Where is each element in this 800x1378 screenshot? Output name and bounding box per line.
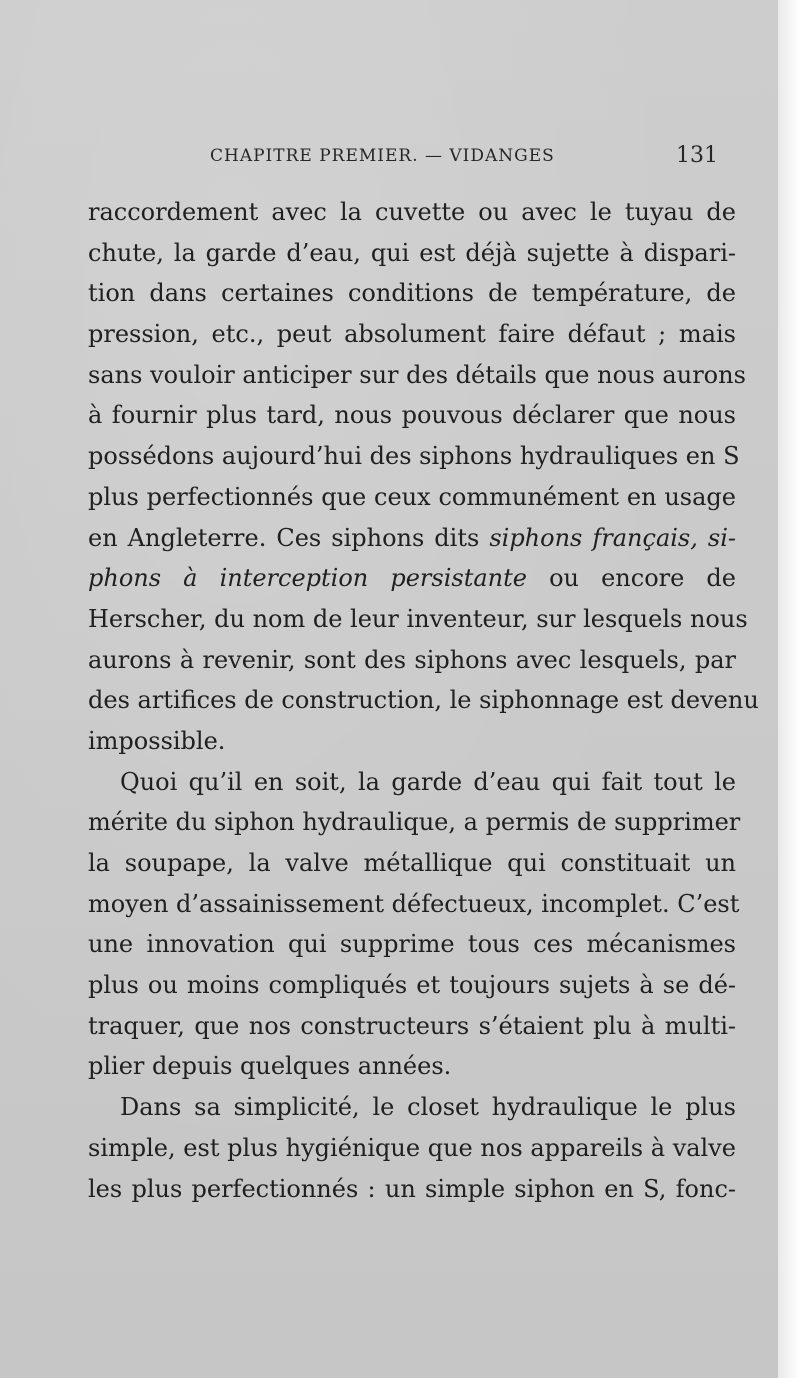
text-line xyxy=(88,843,736,884)
text-segment: plier depuis quelques années. xyxy=(88,1052,452,1081)
text-line xyxy=(88,1169,736,1210)
text-line xyxy=(88,884,740,925)
text-segment: une innovation qui supprime tous ces mécanismes xyxy=(88,930,736,959)
chapter-title: CHAPITRE PREMIER. — VIDANGES xyxy=(210,146,555,166)
text-line xyxy=(88,518,736,559)
text-line xyxy=(88,192,736,233)
text-line xyxy=(88,477,736,518)
text-segment: possédons aujourd’hui des siphons hydrauliques en S xyxy=(88,442,740,471)
text-segment: les plus perfectionnés : un simple siphon en S, fonc- xyxy=(88,1174,736,1203)
text-segment: la soupape, la valve métallique qui constituait un xyxy=(88,849,736,877)
text-line xyxy=(88,355,746,396)
page-margin xyxy=(778,0,800,1378)
text-segment: plus perfectionnés que ceux communément en usage xyxy=(88,482,736,511)
text-line xyxy=(88,965,736,1006)
italic-text: phons à interception persistante xyxy=(88,564,527,593)
text-line xyxy=(88,1046,736,1087)
text-segment: tion dans certaines conditions de température, de xyxy=(88,279,736,308)
text-line xyxy=(88,1006,736,1047)
text-segment: pression, etc., peut absolument faire défaut ; mais xyxy=(88,320,736,349)
text-line xyxy=(88,680,759,721)
text-segment: des artifices de construction, le siphonnage est devenu xyxy=(88,686,759,715)
text-segment: impossible. xyxy=(88,726,226,755)
italic-text: siphons français, si- xyxy=(489,523,736,552)
text-segment: Quoi qu’il en soit, la garde d’eau qui fait tout le xyxy=(120,767,736,796)
text-segment: mérite du siphon hydraulique, a permis de supprimer xyxy=(88,808,741,837)
text-line xyxy=(88,924,736,965)
text-line xyxy=(88,599,748,640)
text-segment: Dans sa simplicité, le closet hydraulique le plus xyxy=(120,1093,736,1122)
text-line xyxy=(88,558,736,599)
text-line xyxy=(88,273,736,314)
text-line xyxy=(88,314,736,355)
text-segment: raccordement avec la cuvette ou avec le tuyau de xyxy=(88,198,736,226)
text-segment: à fournir plus tard, nous pouvous déclarer que nous xyxy=(88,401,736,430)
text-segment: Herscher, du nom de leur inventeur, sur lesquels nous xyxy=(88,604,748,633)
text-segment: ou encore de xyxy=(526,564,736,593)
text-line xyxy=(88,721,736,762)
text-segment: moyen d’assainissement défectueux, incomplet. C’est xyxy=(88,889,740,918)
text-line xyxy=(88,1128,736,1169)
body-text xyxy=(88,192,759,1209)
text-line xyxy=(88,802,741,843)
running-head xyxy=(88,143,718,174)
text-segment: simple, est plus hygiénique que nos appareils à valve xyxy=(88,1133,736,1162)
text-segment: plus ou moins compliqués et toujours sujets à se dé- xyxy=(88,971,736,1000)
text-segment: en Angleterre. Ces siphons dits xyxy=(88,523,490,552)
text-line xyxy=(88,436,740,477)
text-line xyxy=(88,1087,736,1128)
page-number: 131 xyxy=(676,143,718,168)
text-line xyxy=(88,395,736,436)
text-line xyxy=(88,640,736,681)
text-segment: traquer, que nos constructeurs s’étaient plu à multi- xyxy=(88,1011,736,1040)
text-segment: sans vouloir anticiper sur des détails que nous aurons xyxy=(88,360,746,389)
text-line xyxy=(88,233,736,274)
text-segment: chute, la garde d’eau, qui est déjà sujette à dispari- xyxy=(88,238,736,267)
text-line xyxy=(88,762,736,803)
text-segment: aurons à revenir, sont des siphons avec lesquels, par xyxy=(88,645,736,674)
